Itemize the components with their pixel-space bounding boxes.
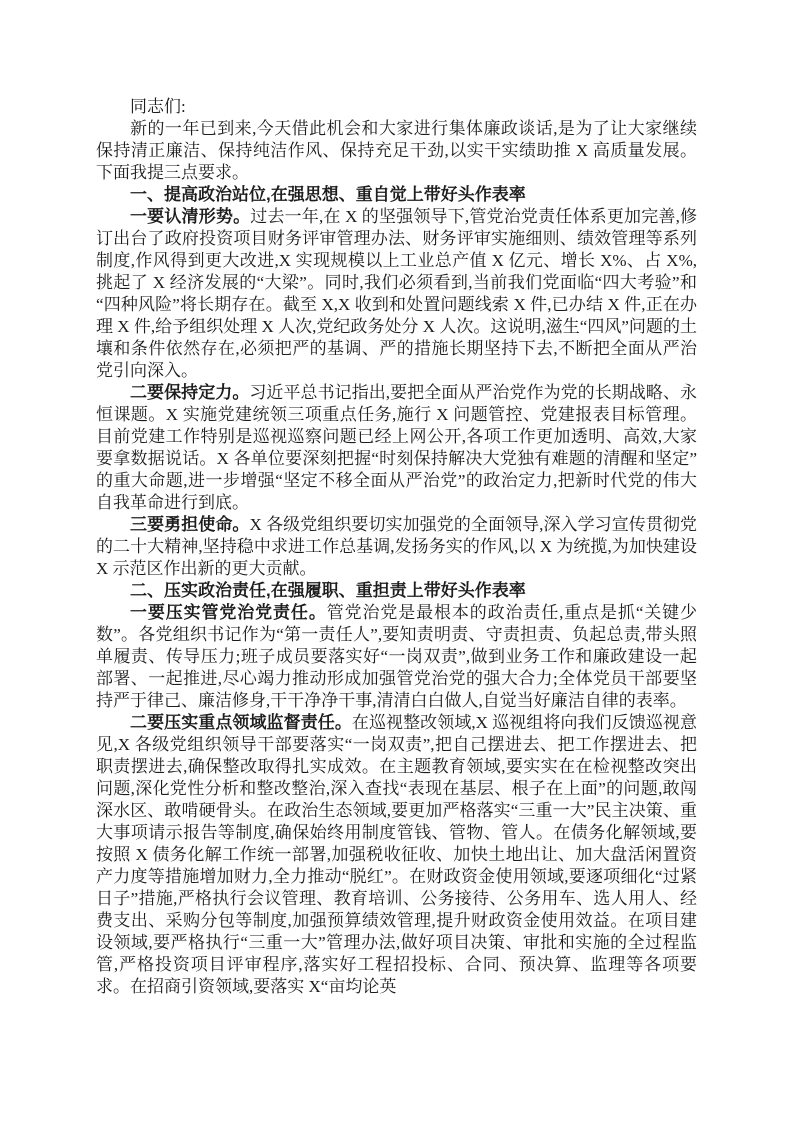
section-2-paragraph-1-text: 管党治党是最根本的政治责任,重点是抓“关键少数”。各党组织书记作为“第一责任人”,要知责明责、守责担责、负起总责,带头照单履责、传导压力;班子成员要落实好“一岗双责”,做到业务工作和廉政建设一起部署、一起推进,尽心竭力推动形成加强管党治党的强大合力;全体党员干部要坚持严于律己、廉洁修身,干干净净干事,清清白白做人,自觉当好廉洁自律的表率。 [96,603,698,710]
section-1-paragraph-1-text: 过去一年,在 X 的坚强领导下,管党治党责任体系更加完善,修订出台了政府投资项目财务评审管理办法、财务评审实施细则、绩效管理等系列制度,作风得到更大改进,X 实现规模以上工业总产值 X 亿元、增长 X%、占 X%,挑起了 X 经济发展的“大梁”。同时,我们必须看到,当前我们党面临“四大考验”和“四种风险”将长期存在。截至 X,X 收到和处置问题线索 X 件,已办结 X 件,正在办理 X 件,给予组织处理 X 人次,党纪政务处分 X 人次。这说明,滋生“四风”问题的土壤和条件依然存在,必须把严的基调、严的措施长期坚持下去,不断把全面从严治党引向深入。 [96,207,697,380]
section-2-paragraph-1-lead: 一要压实管党治党责任。 [130,603,327,622]
section-2-paragraph-2-text: 在巡视整改领域,X 巡视组将向我们反馈巡视意见,X 各级党组织领导干部要落实“一岗双责”,把自己摆进去、把工作摆进去、把职责摆进去,确保整改取得扎实成效。在主题教育领域,要实实在在检视整改突出问题,深化党性分析和整改整治,深入查找“表现在基层、根子在上面”的问题,敢闯深水区、敢啃硬骨头。在政治生态领域,要更加严格落实“三重一大”民主决策、重大事项请示报告等制度,确保始终用制度管钱、管物、管人。在债务化解领域,要按照 X 债务化解工作统一部署,加强税收征收、加快土地出让、加大盘活闲置资产力度等措施增加财力,全力推动“脱红”。在财政资金使用领域,要逐项细化“过紧日子”措施,严格执行会议管理、教育培训、公务接待、公务用车、选人用人、经费支出、采购分包等制度,加强预算绩效管理,提升财政资金使用效益。在项目建设领域,要严格执行“三重一大”管理办法,做好项目决策、审批和实施的全过程监管,严格投资项目评审程序,落实好工程招投标、合同、预决算、监理等各项要求。在招商引资领域,要落实 X“亩均论英 [96,713,697,996]
section-2-paragraph-2-lead: 二要压实重点领域监督责任。 [130,713,352,732]
document-body [96,96,697,998]
section-1-paragraph-3-text: X 各级党组织要切实加强党的全面领导,深入学习宣传贯彻党的二十大精神,坚持稳中求进工作总基调,发扬务实的作风,以 X 为统揽,为加快建设 X 示范区作出新的更大贡献。 [96,515,698,578]
section-1-paragraph-2 [96,382,697,514]
section-1-paragraph-3 [96,514,697,580]
section-1-paragraph-2-lead: 二要保持定力。 [130,383,250,402]
section-1-paragraph-2-text: 习近平总书记指出,要把全面从严治党作为党的长期战略、永恒课题。X 实施党建统领三项重点任务,施行 X 问题管控、党建报表目标管理。目前党建工作特别是巡视巡察问题已经上网公开,各项工作更加透明、高效,大家要拿数据说话。X 各单位要深刻把握“时刻保持解决大党独有难题的清醒和坚定”的重大命题,进一步增强“坚定不移全面从严治党”的政治定力,把新时代党的伟大自我革命进行到底。 [96,383,698,512]
salutation: 同志们: [130,97,186,116]
intro-paragraph: 新的一年已到来,今天借此机会和大家进行集体廉政谈话,是为了让大家继续保持清正廉洁、保持纯洁作风、保持充足干劲,以实干实绩助推 X 高质量发展。下面我提三点要求。 [96,119,697,182]
section-1-paragraph-1-lead: 一要认清形势。 [130,207,251,226]
section-1-heading: 一、提高政治站位,在强思想、重自觉上带好头作表率 [130,185,526,204]
section-1-paragraph-1 [96,206,697,382]
section-1-paragraph-3-lead: 三要勇担使命。 [130,515,250,534]
section-2-heading: 二、压实政治责任,在强履职、重担责上带好头作表率 [130,581,526,600]
section-2-paragraph-2 [96,712,697,998]
section-2-paragraph-1 [96,602,697,712]
